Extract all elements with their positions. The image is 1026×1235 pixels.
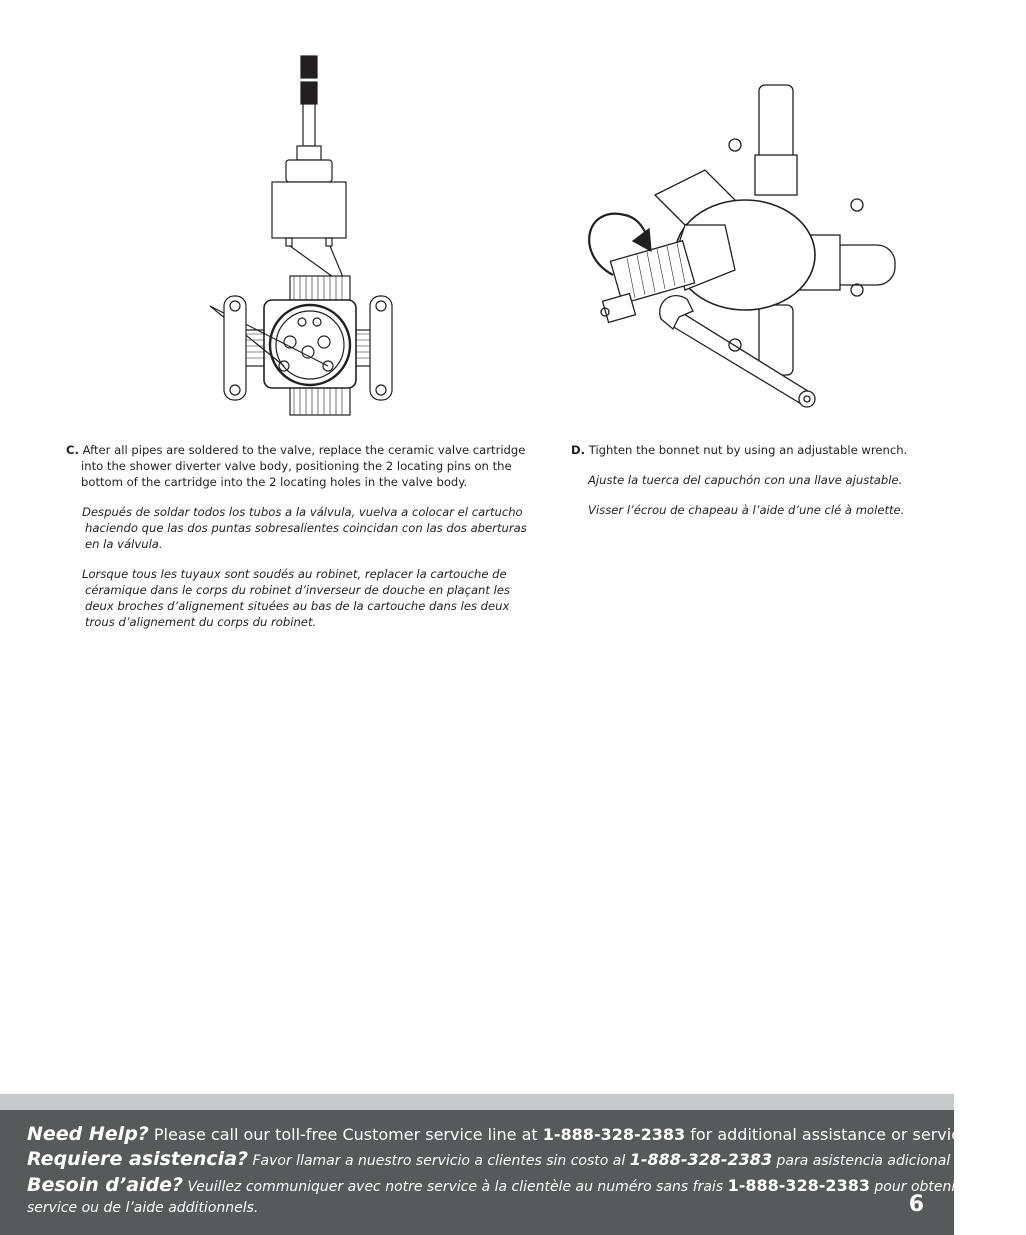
step-c-french: Lorsque tous les tuyaux sont soudés au robinet, replacer la cartouche de céramique dans le corps du robinet d’inverseur de douche en plaçant les deux broches d’alignement situées au bas de la cartouche dans les deux trous d’alignement du corps du robinet.	[82, 567, 511, 629]
step-d-english-text: Tighten the bonnet nut by using an adjustable wrench.	[588, 443, 908, 457]
help-phone: 1-888-328-2383	[629, 1150, 773, 1169]
step-d-spanish: Ajuste la tuerca del capuchón con una llave ajustable.	[588, 473, 903, 487]
help-text-english: Please call our toll-free Customer service line at	[148, 1125, 543, 1144]
help-line-french	[27, 1173, 984, 1199]
help-text-french: Veuillez communiquer avec notre service à la clientèle au numéro sans frais	[183, 1179, 728, 1195]
help-footer	[0, 1110, 1026, 1235]
step-d-instructions	[571, 442, 931, 518]
footer-strip	[0, 1094, 954, 1110]
help-phone: 1-888-328-2383	[727, 1176, 870, 1195]
step-c-spanish: Después de soldar todos los tubos a la válvula, vuelva a colocar el cartucho haciendo que las dos puntas sobresalientes coincidan con las dos aberturas en la válvula.	[82, 505, 527, 551]
help-line-english	[27, 1122, 975, 1147]
step-c-english-text: After all pipes are soldered to the valve, replace the ceramic valve cartridge into the shower diverter valve body, positioning the 2 locating pins on the bottom of the cartridge into the 2 locating holes in the valve body.	[81, 443, 526, 489]
help-text-spanish: Favor llamar a nuestro servicio a clientes sin costo al	[248, 1153, 630, 1169]
bonnet-wrench-illustration	[575, 75, 905, 425]
help-heading-french: Besoin d’aide?	[27, 1174, 184, 1196]
help-text-french-end: pour obtenir du	[869, 1179, 984, 1195]
step-d-label: D.	[571, 443, 586, 457]
help-line-spanish	[27, 1147, 1026, 1173]
help-text-spanish-end: para asistencia adicional o servicio.	[772, 1153, 1026, 1169]
help-text-english-end: for additional assistance or service.	[685, 1125, 975, 1144]
step-c-english	[66, 442, 536, 490]
step-c-label: C.	[66, 443, 79, 457]
help-heading-spanish: Requiere asistencia?	[27, 1148, 249, 1170]
step-c-instructions	[66, 442, 536, 630]
cartridge-installation-illustration	[200, 50, 400, 430]
page-number: 6	[908, 1192, 924, 1217]
help-heading-english: Need Help?	[27, 1123, 149, 1145]
help-phone: 1-888-328-2383	[542, 1125, 686, 1144]
step-d-english	[571, 442, 931, 458]
help-text-french-last: service ou de l’aide additionnels.	[27, 1200, 259, 1216]
step-d-french: Visser l’écrou de chapeau à l’aide d’une clé à molette.	[588, 503, 905, 517]
